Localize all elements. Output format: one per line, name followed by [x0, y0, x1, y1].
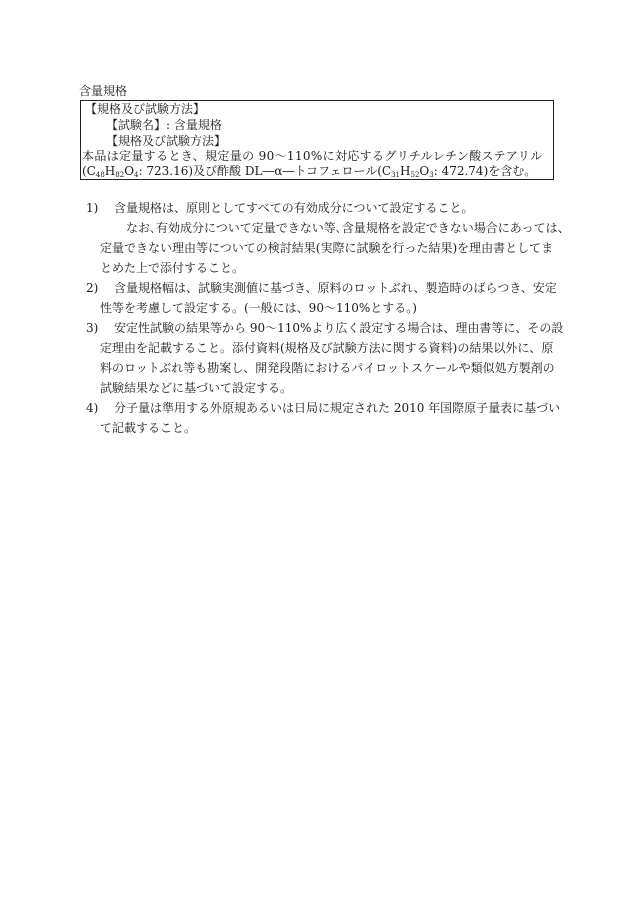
list-item: [86, 278, 556, 318]
formula2-h-sub: 52: [410, 171, 420, 179]
list-item-line: て記載すること。: [100, 421, 197, 435]
list-item-line: 分子量は準用する外原規あるいは日局に規定された 2010 年国際原子量表に基づい: [114, 401, 561, 415]
numbered-list: [86, 198, 570, 438]
formula2-mass: : 472.74)を含む。: [433, 164, 537, 178]
spec-description-line: 本品は定量するとき、規定量の 90～110%に対応するグリチルレチン酸ステアリル: [82, 149, 543, 163]
formula2-o: O: [419, 164, 430, 178]
list-item: [86, 398, 561, 438]
formula-line: [82, 164, 536, 179]
formula2-o-sub: 3: [429, 171, 434, 179]
formula2-c-sub: 31: [391, 171, 401, 179]
formula1-h-sub: 82: [115, 171, 125, 179]
list-item-line: 定量できない理由等についての検討結果(実際に試験を行った結果)を理由書としてま: [100, 241, 554, 255]
spec-box-title: 【規格及び試験方法】: [85, 102, 206, 116]
list-item-line: とめた上で添付すること。: [100, 261, 245, 275]
list-item-number: 2): [86, 281, 99, 295]
list-item: [86, 318, 564, 398]
list-item-line: 定理由を記載すること。添付資料(規格及び試験方法に関する資料)の結果以外に、原: [100, 341, 554, 355]
formula1-mass: : 723.16)及び酢酸 DL―α―トコフェロール(C: [138, 164, 392, 178]
list-item-line: なお､有効成分について定量できない等､含量規格を設定できない場合にあっては、: [114, 221, 570, 235]
list-item-line: 料のロットぶれ等も勘案し、開発段階におけるパイロットスケールや類似処方製剤の: [100, 361, 555, 375]
spec-box: [80, 100, 554, 180]
formula1-o-sub: 4: [134, 171, 139, 179]
list-item-line: 試験結果などに基づいて設定する。: [100, 381, 293, 395]
list-item-line: 安定性試験の結果等から 90～110%より広く設定する場合は、理由書等に、その設: [114, 321, 564, 335]
spec-method-line: 【規格及び試験方法】: [106, 134, 227, 148]
formula1-h: H: [104, 164, 116, 178]
list-item-number: 4): [86, 401, 99, 415]
list-item-line: 含量規格幅は、試験実測値に基づき、原料のロットぶれ、製造時のばらつき、安定: [114, 281, 557, 295]
formula1-open: (C: [82, 164, 96, 178]
list-item: [86, 198, 570, 278]
page-heading: 含量規格: [79, 84, 128, 98]
formula1-o: O: [124, 164, 135, 178]
list-item-line: 性等を考慮して設定する。(一般には、90～110%とする。): [100, 301, 417, 315]
test-name-line: 【試験名】: 含量規格: [106, 118, 222, 132]
list-item-line: 含量規格は、原則としてすべての有効成分について設定すること。: [114, 201, 474, 215]
formula1-c-sub: 48: [95, 171, 105, 179]
formula2-h: H: [400, 164, 411, 178]
list-item-number: 1): [86, 201, 99, 215]
list-item-number: 3): [86, 321, 99, 335]
